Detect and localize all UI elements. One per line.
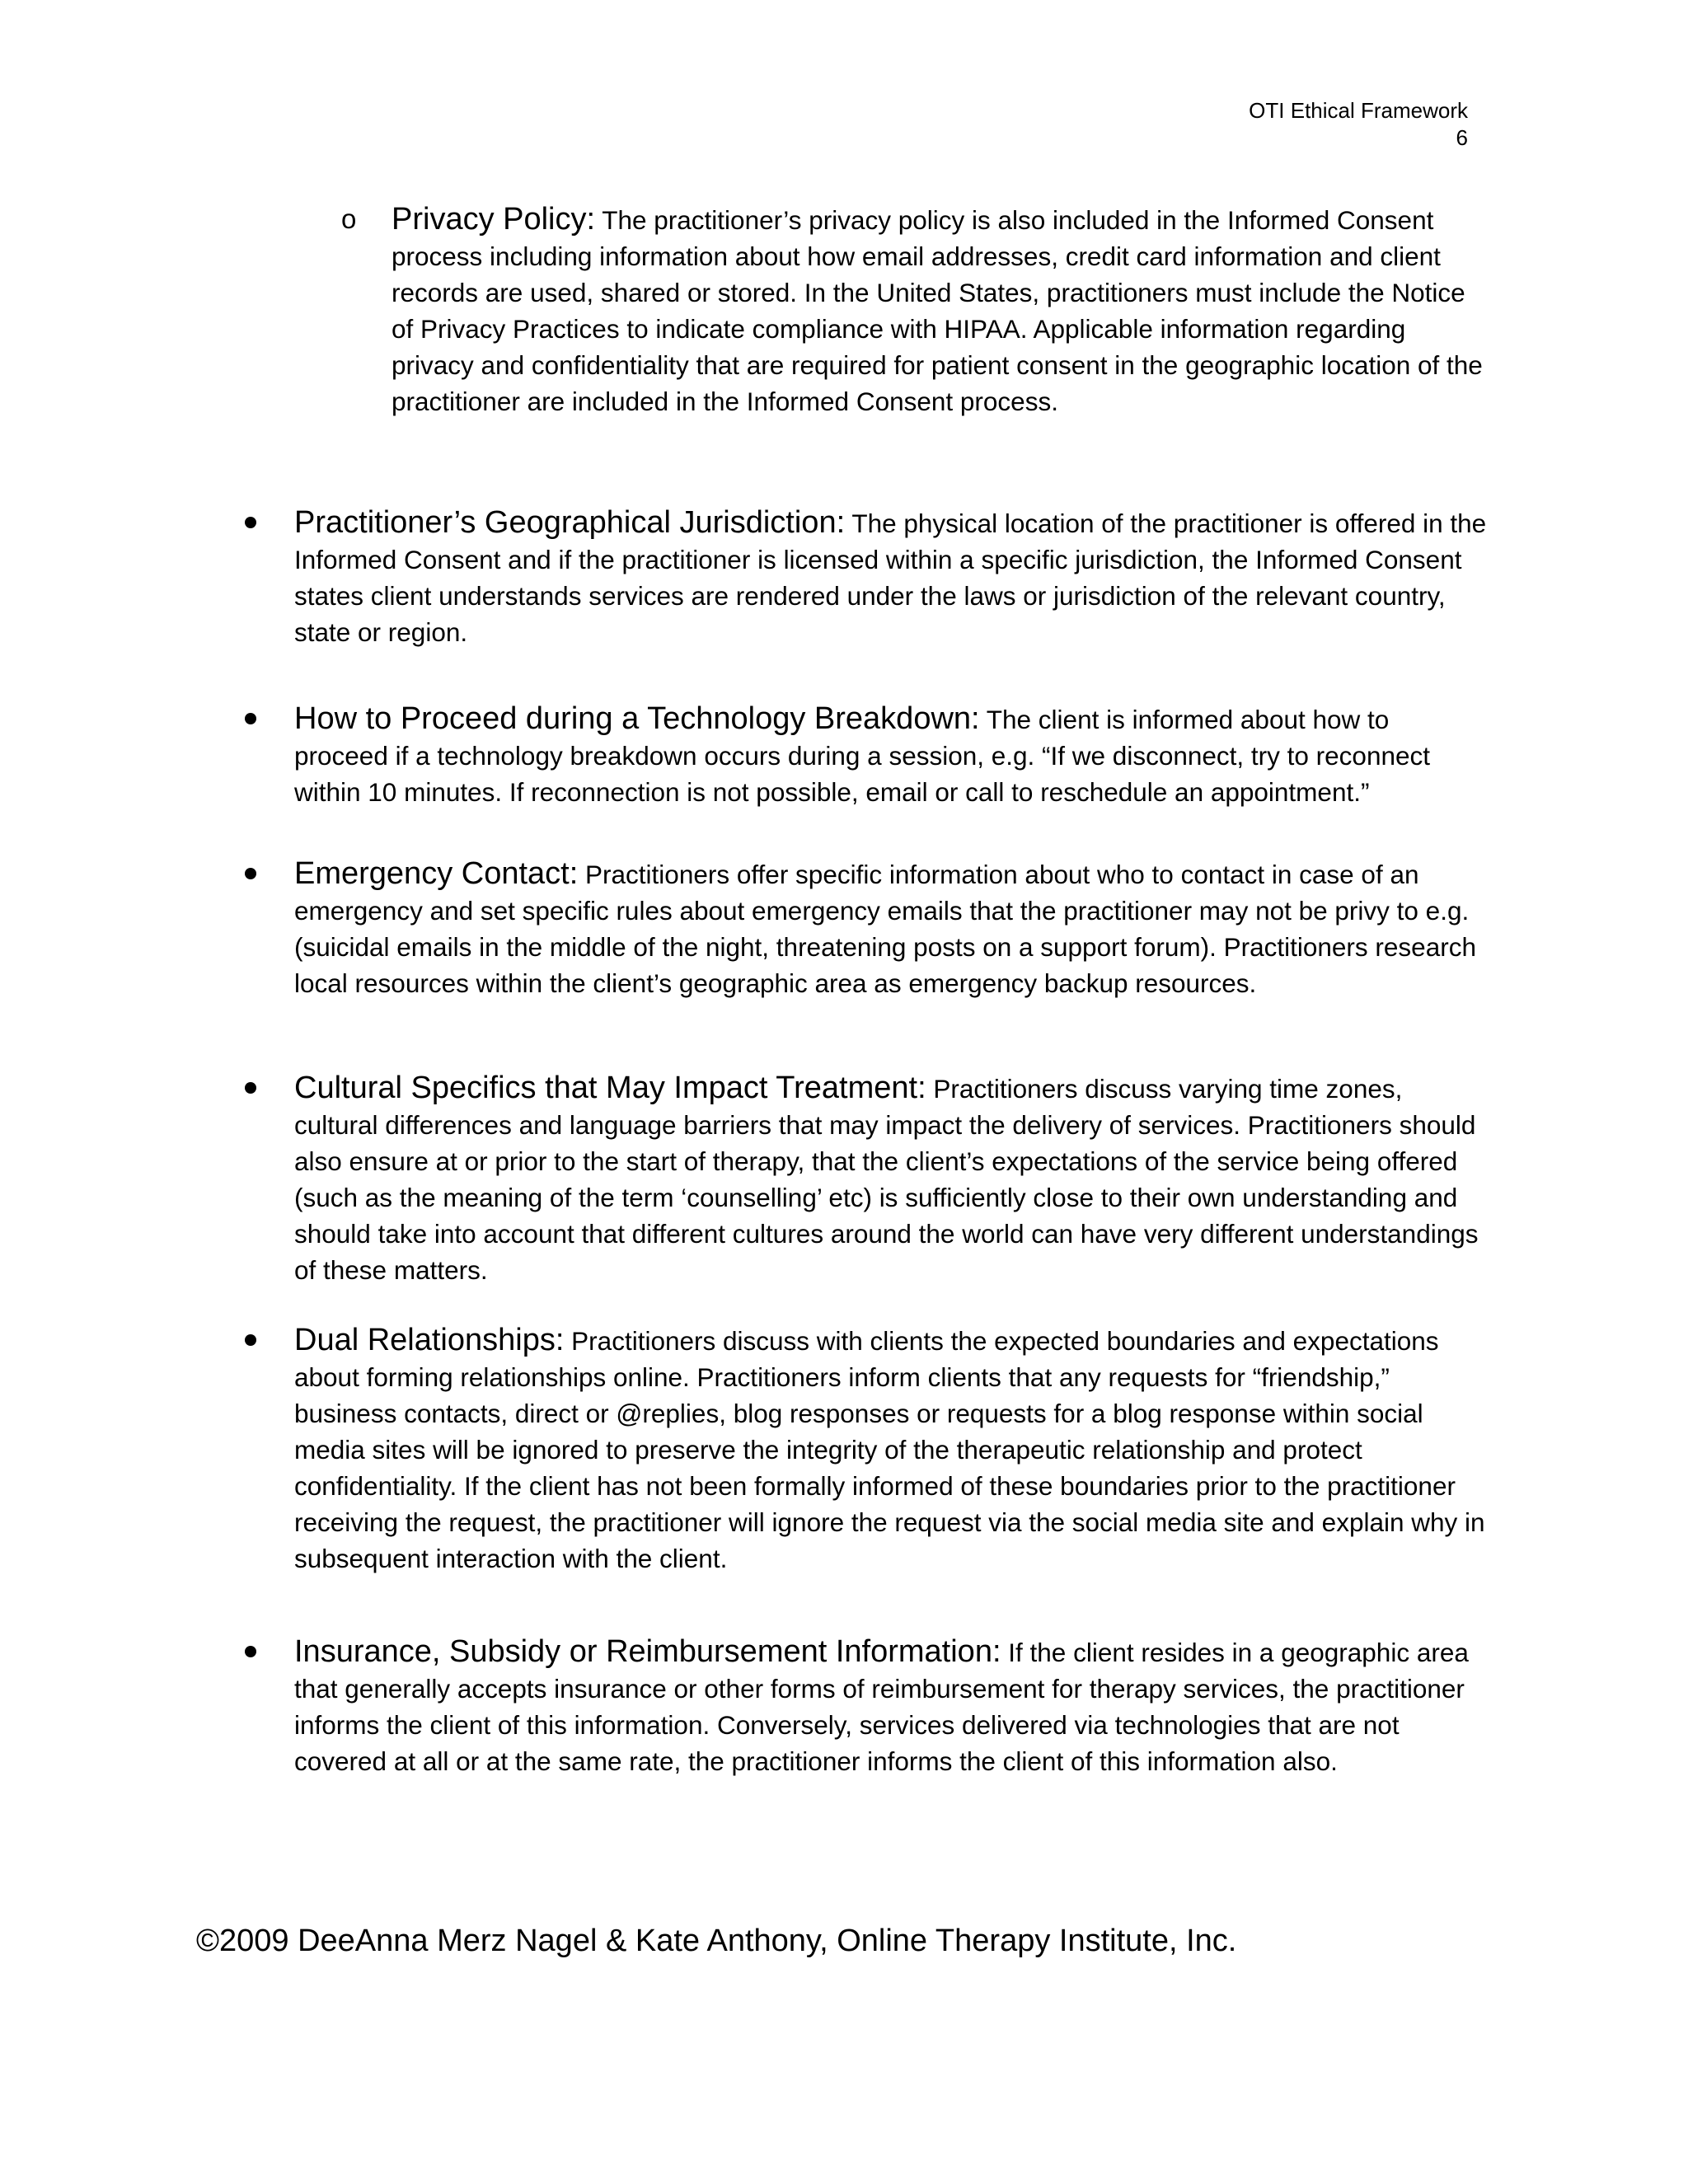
- bullet-icon: [245, 1646, 256, 1657]
- item-text: [294, 855, 1488, 1001]
- item-text: [294, 1633, 1488, 1779]
- bullet-icon: [245, 517, 256, 528]
- item-text: [294, 1322, 1488, 1577]
- bullet-icon: [245, 868, 256, 879]
- item-heading: Privacy Policy:: [392, 202, 596, 237]
- item-text: [294, 504, 1488, 650]
- item-body: The practitioner’s privacy policy is also included in the Informed Consent process including information about how email addresses, credit card information and client records are used, shared or stored. In the United States, practitioners must include the Notice of Privacy Practices to indicate compliance with HIPAA. Applicable information regarding privacy and confidentiality that are required for patient consent in the geographic location of the practitioner are included in the Informed Consent process.: [392, 205, 1483, 416]
- page-number: 6: [1456, 125, 1468, 150]
- running-header: [1249, 97, 1468, 152]
- sub-bullet-marker: o: [341, 204, 357, 234]
- item-text: [294, 701, 1488, 810]
- item-body: Practitioners offer specific information about who to contact in case of an emergency and set specific rules about emergency emails that the practitioner may not be privy to e.g. (suicidal emails in the middle of the night, threatening posts on a support forum). Practitioners research local resources within the client’s geographic area as emergency backup resources.: [294, 860, 1476, 998]
- bullet-icon: [245, 1334, 256, 1346]
- bullet-icon: [245, 713, 256, 724]
- copyright-footer: ©2009 DeeAnna Merz Nagel & Kate Anthony, Online Therapy Institute, Inc.: [196, 1924, 1237, 1958]
- item-heading: Emergency Contact:: [294, 856, 579, 891]
- item-body: The physical location of the practitioner is offered in the Informed Consent and if the practitioner is licensed within a specific jurisdiction, the Informed Consent states client understands services are rendered under the laws or jurisdiction of the relevant country, state or region.: [294, 509, 1487, 647]
- bullet-icon: [245, 1082, 256, 1094]
- item-heading: Dual Relationships:: [294, 1323, 565, 1357]
- item-heading: Practitioner’s Geographical Jurisdiction:: [294, 505, 846, 540]
- item-text: [392, 201, 1488, 419]
- item-body: If the client resides in a geographic area that generally accepts insurance or other forms of reimbursement for therapy services, the practitioner informs the client of this information. Conversely, services delivered via technologies that are not covered at all or at the same rate, the practitioner informs the client of this information also.: [294, 1638, 1469, 1776]
- item-heading: How to Proceed during a Technology Breakdown:: [294, 701, 980, 736]
- header-title: OTI Ethical Framework: [1249, 98, 1468, 123]
- item-body: Practitioners discuss with clients the expected boundaries and expectations about forming relationships online. Practitioners inform clients that any requests for “friendship,” business contacts, direct or @replies, blog responses or requests for a blog response within social media sites will be ignored to preserve the integrity of the therapeutic relationship and protect confidentiality. If the client has not been formally informed of these boundaries prior to the practitioner receiving the request, the practitioner will ignore the request via the social media site and explain why in subsequent interaction with the client.: [294, 1326, 1485, 1573]
- item-heading: Insurance, Subsidy or Reimbursement Information:: [294, 1634, 1001, 1669]
- item-body: Practitioners discuss varying time zones, cultural differences and language barriers that may impact the delivery of services. Practitioners should also ensure at or prior to the start of therapy, that the client’s expectations of the service being offered (such as the meaning of the term ‘counselling’ etc) is sufficiently close to their own understanding and should take into account that different cultures around the world can have very different understandings of these matters.: [294, 1074, 1479, 1285]
- item-text: [294, 1070, 1488, 1288]
- item-body: The client is informed about how to proceed if a technology breakdown occurs during a session, e.g. “If we disconnect, try to reconnect within 10 minutes. If reconnection is not possible, email or call to reschedule an appointment.”: [294, 705, 1431, 807]
- item-heading: Cultural Specifics that May Impact Treatment:: [294, 1071, 926, 1105]
